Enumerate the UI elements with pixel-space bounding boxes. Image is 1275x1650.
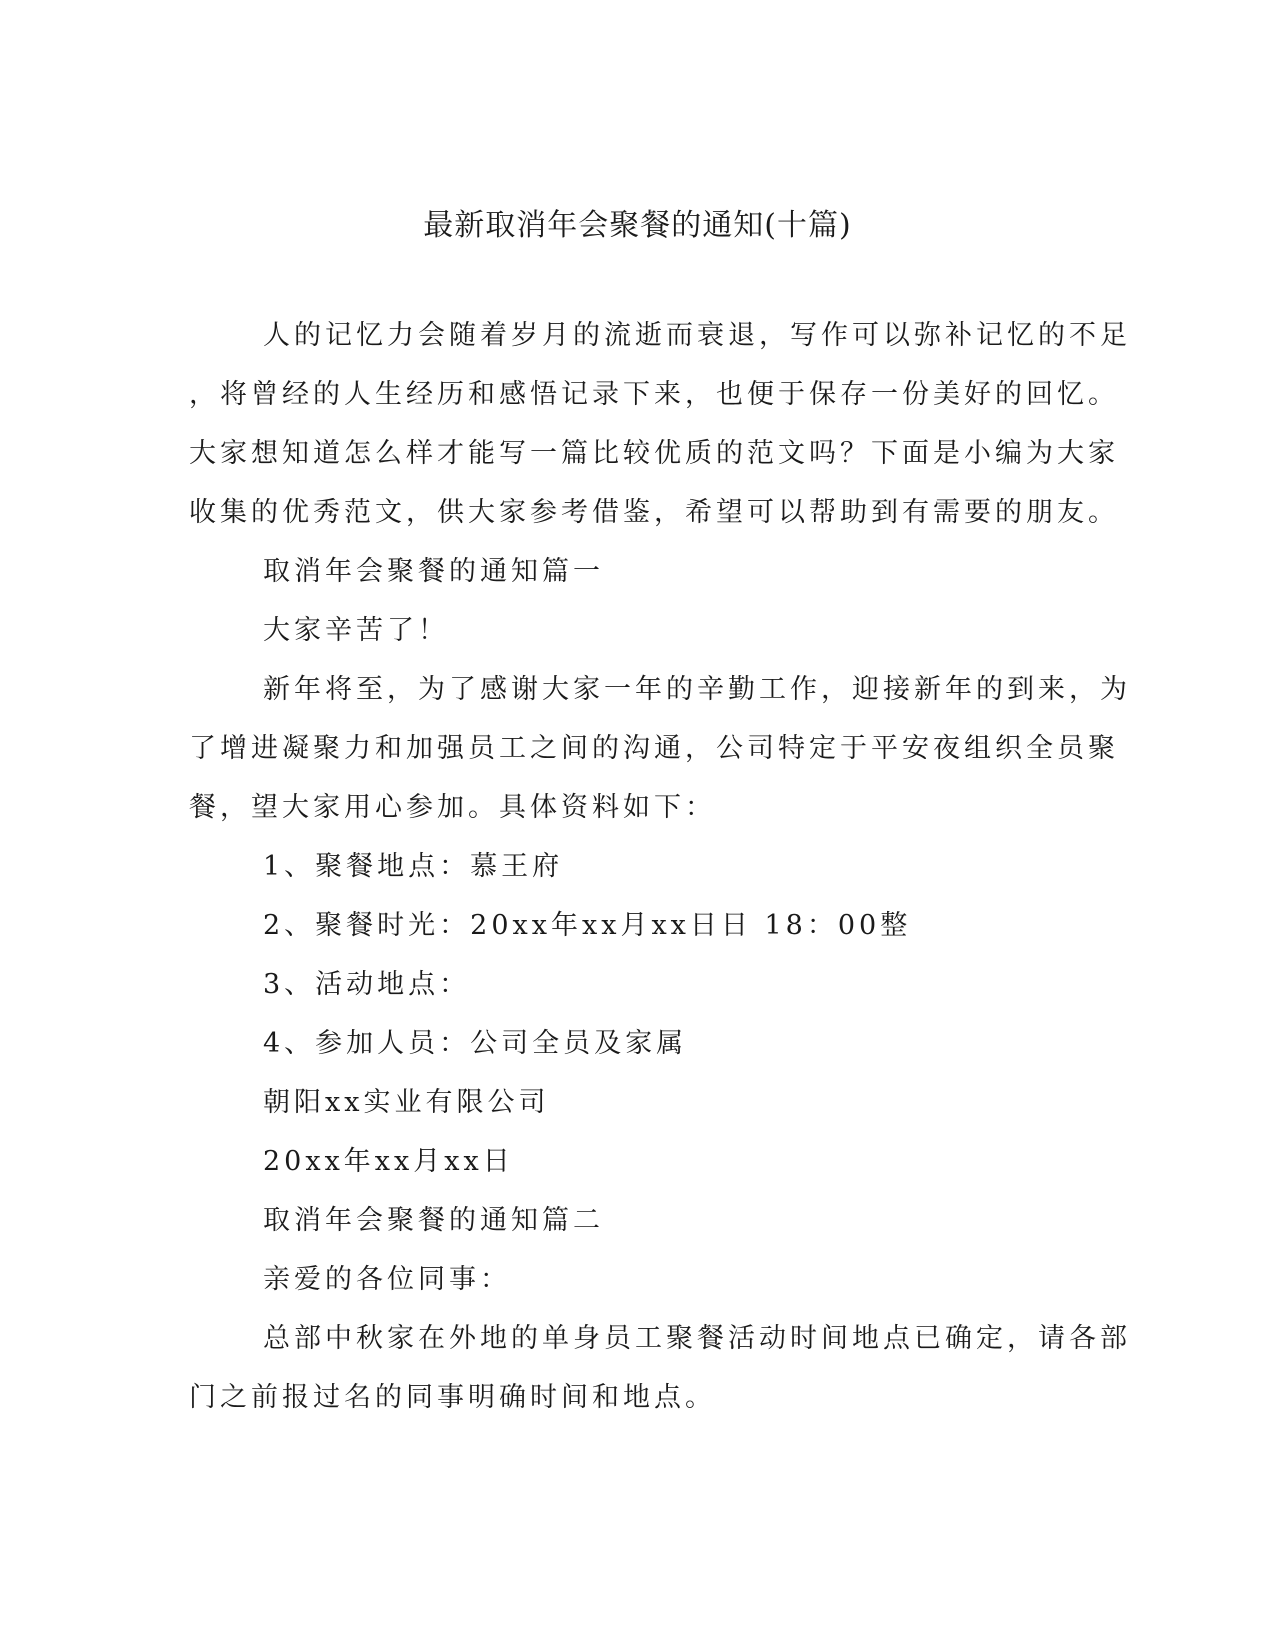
section-1-greeting: 大家辛苦了！ — [263, 615, 449, 646]
intro-line-2: ，将曾经的人生经历和感悟记录下来，也便于保存一份美好的回忆。 — [189, 379, 1119, 410]
section-1-item-4: 4、参加人员：公司全员及家属 — [263, 1028, 688, 1059]
section-2-body-line-2: 门之前报过名的同事明确时间和地点。 — [189, 1382, 716, 1413]
section-1-item-2: 2、聚餐时光：20xx年xx月xx日日 18：00整 — [263, 910, 912, 941]
section-2-heading: 取消年会聚餐的通知篇二 — [263, 1205, 604, 1236]
intro-line-3: 大家想知道怎么样才能写一篇比较优质的范文吗？下面是小编为大家 — [189, 438, 1119, 469]
document-title: 最新取消年会聚餐的通知(十篇) — [423, 208, 852, 243]
intro-line-4: 收集的优秀范文，供大家参考借鉴，希望可以帮助到有需要的朋友。 — [189, 497, 1119, 528]
section-1-item-3: 3、活动地点： — [263, 969, 471, 1000]
section-1-body-line-2: 了增进凝聚力和加强员工之间的沟通，公司特定于平安夜组织全员聚 — [189, 733, 1119, 764]
section-1-body-line-3: 餐，望大家用心参加。具体资料如下： — [189, 792, 716, 823]
section-2-greeting: 亲爱的各位同事： — [263, 1264, 511, 1295]
section-1-heading: 取消年会聚餐的通知篇一 — [263, 556, 604, 587]
section-1-body-line-1: 新年将至，为了感谢大家一年的辛勤工作，迎接新年的到来，为 — [263, 674, 1131, 705]
section-1-item-1: 1、聚餐地点：慕王府 — [263, 851, 564, 882]
section-1-date: 20xx年xx月xx日 — [263, 1146, 514, 1177]
section-2-body-line-1: 总部中秋家在外地的单身员工聚餐活动时间地点已确定，请各部 — [263, 1323, 1131, 1354]
intro-line-1: 人的记忆力会随着岁月的流逝而衰退，写作可以弥补记忆的不足 — [263, 320, 1131, 351]
section-1-signature: 朝阳xx实业有限公司 — [263, 1087, 550, 1118]
